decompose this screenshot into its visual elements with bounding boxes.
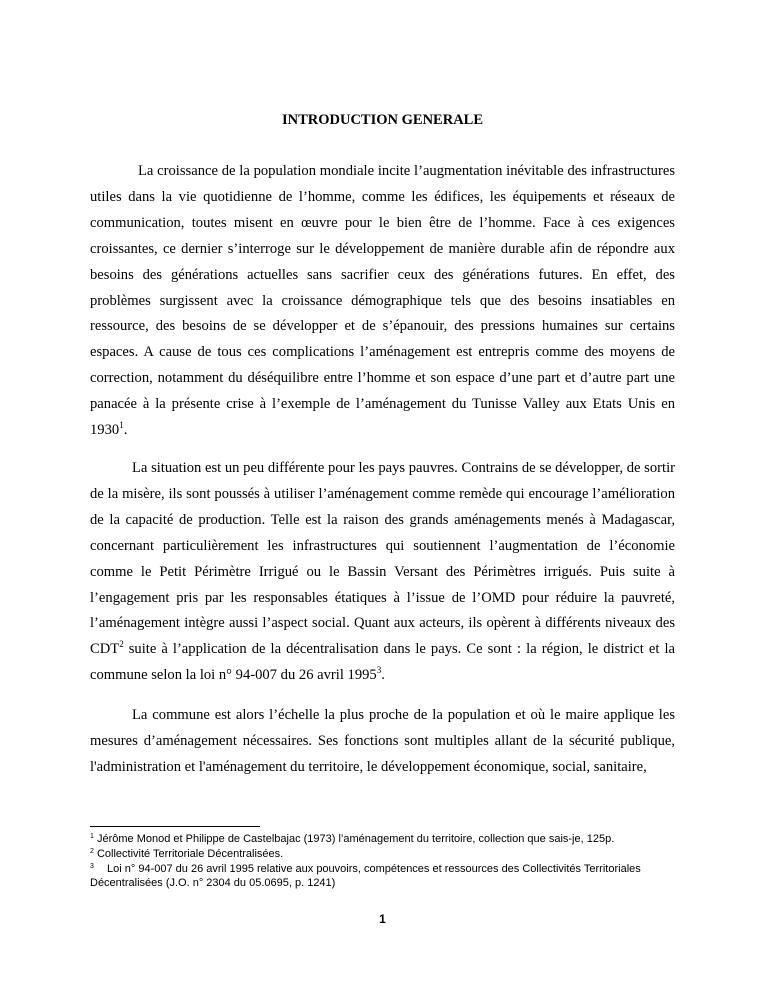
paragraph-1-end: . bbox=[123, 422, 128, 439]
paragraph-1-text: La croissance de la population mondiale incite l’augmentation inévitable des infrastructures utiles dans la vie quotidienne de l’homme, comme les édifices, les équipements et réseaux de communication, toutes misent en œuvre pour le bien être de l’homme. Face à ces exigences croissantes, ce dernier s’interroge sur le développement de manière durable afin de répondre aux besoins des générations actuelles sans sacrifier ceux des générations futures. En effet, des problèmes surgissent avec la croissance démographique tels que des besoins insatiables en ressource, des besoins de se développer et de s’épanouir, des pressions humaines sur certains espaces. A cause de tous ces complications l’aménagement est entrepris comme des moyens de correction, notamment du déséquilibre entre l’homme et son espace d’une part et d’autre part une panacée à la présente crise à l’exemple de l’aménagement du Tunisse Valley aux Etats Unis en 1930 bbox=[90, 163, 675, 439]
footnote-1-number: 1 bbox=[90, 833, 94, 840]
footnote-3-number: 3 bbox=[90, 862, 94, 870]
page-title: INTRODUCTION GENERALE bbox=[281, 112, 484, 128]
footnote-2-text: Collectivité Territoriale Décentralisées. bbox=[93, 847, 284, 860]
footnote-2-number: 2 bbox=[90, 847, 94, 855]
footnotes bbox=[90, 832, 675, 891]
footnote-1 bbox=[90, 832, 675, 847]
page-number: 1 bbox=[379, 912, 386, 926]
document-page bbox=[90, 0, 675, 990]
footnote-ref-3[interactable]: 3 bbox=[376, 665, 382, 676]
paragraph-2-text-part1: La situation est un peu différente pour les pays pauvres. Contrains de se développer, de sortir de la misère, ils sont poussés à utiliser l’aménagement comme remède qui encourage l’amélioration de la capacité de production. Telle est la raison des grands aménagements menés à Madagascar, concernant particulièrement les infrastructures qui soutiennent l’augmentation de l’économie comme le Petit Périmètre Irrigué ou le Bassin Versant des Périmètres irrigués. Puis suite à l’engagement pris par les responsables étatiques à l’issue de l’OMD pour réduire la pauvreté, l’aménagement intègre aussi l’aspect social. Quant aux acteurs, ils opèrent à différents niveaux des CDT bbox=[90, 460, 675, 658]
paragraph-2-end: . bbox=[381, 667, 385, 684]
footnote-ref-2[interactable]: 2 bbox=[119, 639, 124, 650]
footnote-3-text: Loi n° 94-007 du 26 avril 1995 relative aux pouvoirs, compétences et ressources des Collectivités Territoriales Décentralisées (J.O. n° 2304 du 05.0695, p. 1241) bbox=[90, 862, 641, 890]
paragraph-2 bbox=[90, 456, 675, 689]
footnote-1-text: Jérôme Monod et Philippe de Castelbajac (1973) l’aménagement du territoire, collection que sais-je, 125p. bbox=[93, 833, 615, 845]
footnote-separator bbox=[90, 826, 260, 827]
paragraph-3-text: La commune est alors l’échelle la plus proche de la population et où le maire applique les mesures d’aménagement nécessaires. Ses fonctions sont multiples allant de la sécurité publique, l'administration et l'aménagement du territoire, le développement économique, social, sanitaire, bbox=[90, 707, 675, 775]
paragraph-3 bbox=[90, 703, 675, 781]
footnote-2 bbox=[90, 847, 675, 862]
footnote-ref-1[interactable]: 1 bbox=[119, 420, 124, 431]
paragraph-2-text-part2: suite à l’application de la décentralisation dans le pays. Ce sont : la région, le district et la commune selon la loi n° 94-007 du 26 avril 1995 bbox=[90, 641, 675, 684]
paragraph-1 bbox=[90, 159, 675, 444]
footnote-3 bbox=[90, 862, 675, 892]
